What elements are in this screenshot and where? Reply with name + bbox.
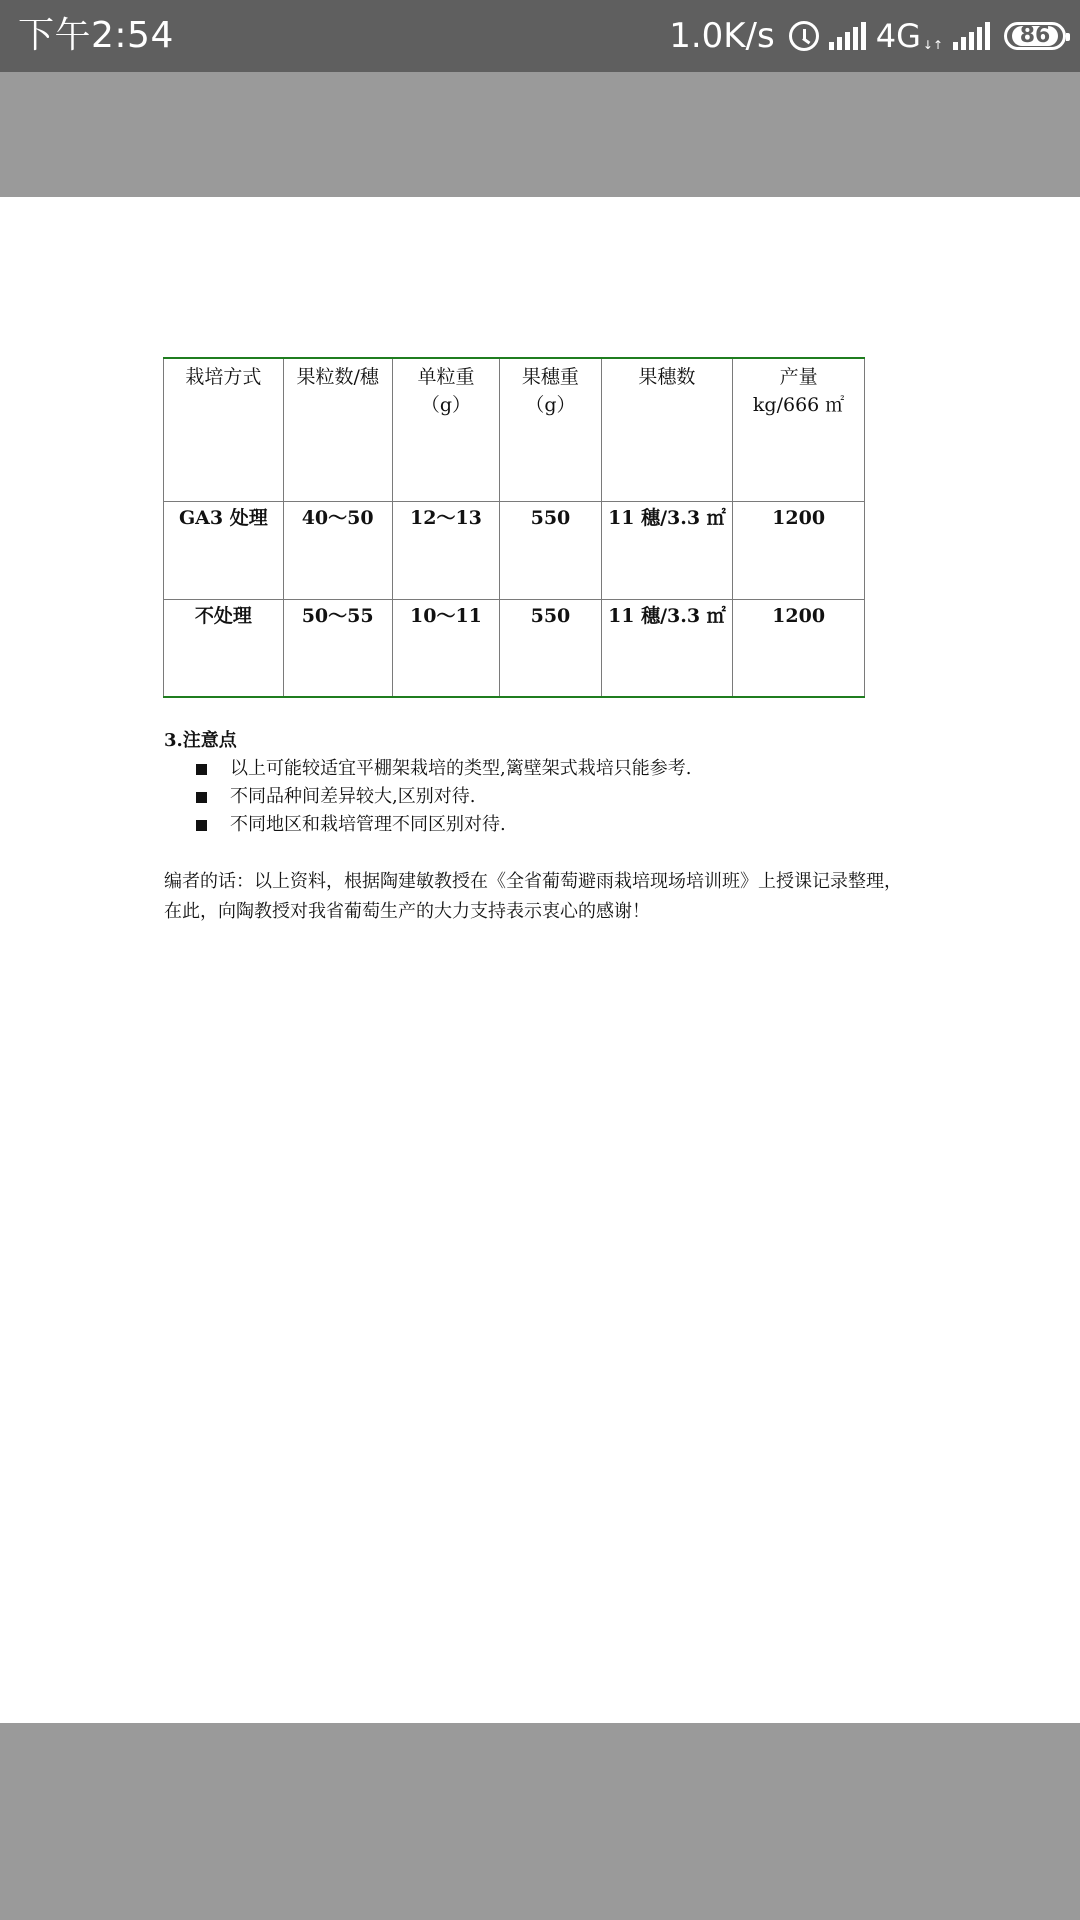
cultivation-table [163,357,865,698]
table-cell: 11 穗/3.3 ㎡ [601,599,733,697]
table-cell: GA3 处理 [164,501,284,599]
list-item: 不同地区和栽培管理不同区别对待. [196,811,964,839]
table-cell: 12～13 [392,501,500,599]
table-cell: 40～50 [283,501,392,599]
header-cell: 栽培方式 [164,358,284,501]
table-cell: 550 [500,501,601,599]
square-bullet-icon [196,820,207,831]
header-cell: 果粒数/穗 [283,358,392,501]
data-transfer-icon: ↓↑ [922,38,943,52]
signal-icon [829,22,866,50]
square-bullet-icon [196,764,207,775]
table-cell: 1200 [733,501,865,599]
notes-section [164,727,964,839]
table-cell: 550 [500,599,601,697]
notes-list [164,755,964,839]
square-bullet-icon [196,792,207,803]
header-cell: 产量 kg/666 ㎡ [733,358,865,501]
table-cell: 1200 [733,599,865,697]
editor-note [164,867,934,927]
status-time: 下午2:54 [18,15,174,56]
status-icons [669,12,1066,60]
notes-title: 3.注意点 [164,730,237,751]
header-cell: 果穗数 [601,358,733,501]
table-header-row [164,358,865,501]
table-row [164,599,865,697]
editor-note-line: 在此，向陶教授对我省葡萄生产的大力支持表示衷心的感谢！ [164,901,650,922]
network-speed: 1.0K/s [669,16,775,56]
list-item: 以上可能较适宜平棚架栽培的类型,篱壁架式栽培只能参考. [196,755,964,783]
alarm-icon [789,21,819,51]
table-cell: 11 穗/3.3 ㎡ [601,501,733,599]
signal-icon-sim2 [953,22,990,50]
table-cell: 10～11 [392,599,500,697]
status-bar [0,0,1080,72]
table-cell: 50～55 [283,599,392,697]
header-cell: 果穗重 （g） [500,358,601,501]
editor-note-line: 编者的话：以上资料，根据陶建敏教授在《全省葡萄避雨栽培现场培训班》上授课记录整理， [164,871,902,892]
table-cell: 不处理 [164,599,284,697]
header-cell: 单粒重 （g） [392,358,500,501]
table-row [164,501,865,599]
battery-level: 86 [1012,26,1059,46]
list-item: 不同品种间差异较大,区别对待. [196,783,964,811]
document-page[interactable] [0,197,1080,1723]
battery-icon [1004,22,1066,50]
network-type: 4G [875,17,921,55]
